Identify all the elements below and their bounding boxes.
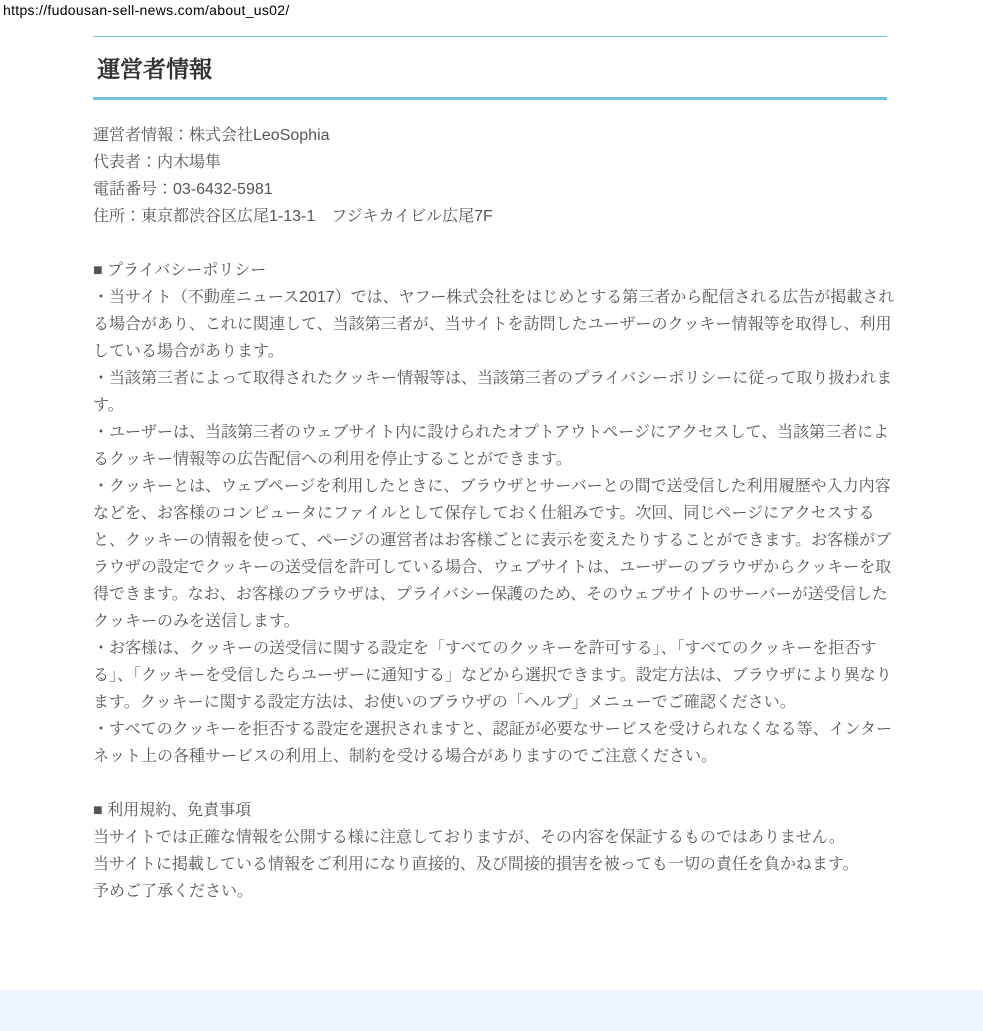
privacy-policy-item: ・当サイト（不動産ニュース2017）では、ヤフー株式会社をはじめとする第三者から配信される広告が掲載される場合があり、これに関連して、当該第三者が、当サイトを訪問したユーザーのクッキー情報等を取得し、利用している場合があります。 xyxy=(93,289,895,360)
operator-info-line-company: 運営者情報：株式会社LeoSophia xyxy=(93,127,330,144)
page-text-body xyxy=(93,122,901,905)
footer-band xyxy=(0,990,983,1031)
privacy-policy-item: ・当該第三者によって取得されたクッキー情報等は、当該第三者のプライバシーポリシーに従って取り扱われます。 xyxy=(93,370,893,414)
privacy-policy-item: ・お客様は、クッキーの送受信に関する設定を「すべてのクッキーを許可する」、「すべてのクッキーを拒否する」、「クッキーを受信したらユーザーに通知する」などから選択できます。設定方法は、ブラウザにより異なります。クッキーに関する設定方法は、お使いのブラウザの「ヘルプ」メニューでご確認ください。 xyxy=(93,640,892,711)
privacy-policy-heading: ■ プライバシーポリシー xyxy=(93,262,267,279)
main-content xyxy=(93,36,895,905)
privacy-policy-item: ・ユーザーは、当該第三者のウェブサイト内に設けられたオプトアウトページにアクセスして、当該第三者によるクッキー情報等の広告配信への利用を停止することができます。 xyxy=(93,424,890,468)
privacy-policy-item: ・すべてのクッキーを拒否する設定を選択されますと、認証が必要なサービスを受けられなくなる等、インターネット上の各種サービスの利用上、制約を受ける場合がありますのでご注意ください。 xyxy=(93,721,893,765)
privacy-policy-item: ・クッキーとは、ウェブページを利用したときに、ブラウザとサーバーとの間で送受信した利用履歴や入力内容などを、お客様のコンピュータにファイルとして保存しておく仕組みです。次回、同じページにアクセスすると、クッキーの情報を使って、ページの運営者はお客様ごとに表示を変えたりすることができます。お客様がブラウザの設定でクッキーの送受信を許可している場合、ウェブサイトは、ユーザーのブラウザからクッキーを取得できます。なお、お客様のブラウザは、プライバシー保護のため、そのウェブサイトのサーバーが送受信したクッキーのみを送信します。 xyxy=(93,478,892,630)
title-top-rule xyxy=(93,36,887,37)
url-label: https://fudousan-sell-news.com/about_us02/ xyxy=(3,2,290,18)
page-title: 運営者情報 xyxy=(97,56,212,82)
terms-line: 予めご了承ください。 xyxy=(93,883,254,900)
operator-info-line-address: 住所：東京都渋谷区広尾1-13-1 フジキカイビル広尾7F xyxy=(93,208,493,225)
section-spacer xyxy=(93,770,901,797)
section-spacer xyxy=(93,230,901,257)
operator-info-line-phone: 電話番号：03-6432-5981 xyxy=(93,181,273,198)
operator-info-line-representative: 代表者：内木場隼 xyxy=(93,154,222,171)
title-bottom-rule xyxy=(93,97,887,100)
terms-line: 当サイトでは正確な情報を公開する様に注意しておりますが、その内容を保証するものではありません。 xyxy=(93,829,845,846)
terms-heading: ■ 利用規約、免責事項 xyxy=(93,802,252,819)
terms-line: 当サイトに掲載している情報をご利用になり直接的、及び間接的損害を被っても一切の責任を負かねます。 xyxy=(93,856,859,873)
